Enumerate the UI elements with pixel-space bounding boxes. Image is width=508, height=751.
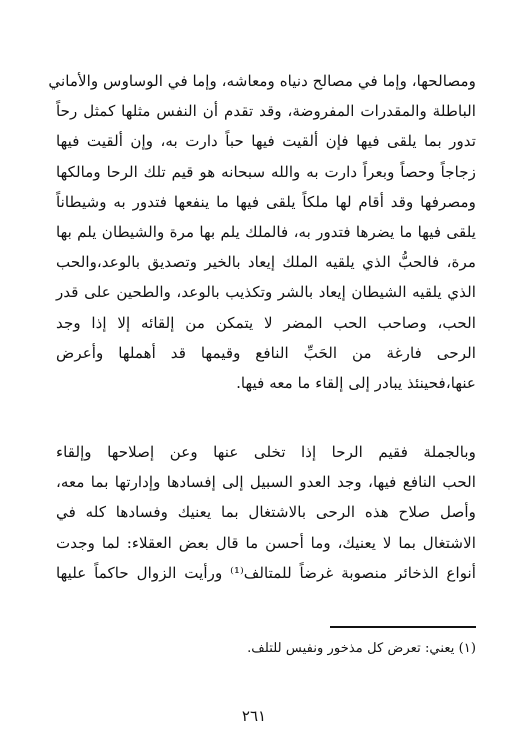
text-line: الذي يلقيه الشيطان إيعاد بالشر وتكذيب بالوعد، والطحين على قدر (56, 283, 476, 302)
text-line: مرة، فالحبُّ الذي يلقيه الملك إيعاد بالخير وتصديق بالوعد،والحب (56, 253, 476, 272)
text-line: الحب، وصاحب الحب المضر لا يتمكن من إلقائه إلا إذا وجد (56, 313, 476, 332)
text-line: ومصالحها، وإما في مصالح دنياه ومعاشه، وإما في الوساوس والأماني (48, 72, 476, 90)
text-line: الحب النافع فيها، وجد العدو السبيل إلى إفسادها وإدارتها بما معه، (56, 473, 476, 492)
footnote: (١) يعني: تعرض كل مذخور ونفيس للتلف. (247, 641, 476, 656)
text-line: ومصرفها وقد أقام لها ملكاً يلقى فيها ما ينفعها فتدور به وشيطاناً (56, 192, 476, 211)
footnote-divider (330, 626, 476, 628)
text-line: أنواع الذخائر منصوبة غرضاً للمتالف⁽¹⁾ ورأيت الزوال حاكماً عليها (56, 563, 476, 582)
text-line: زجاجاً وحصاً وبعراً دارت به والله سبحانه هو قيم تلك الرحا ومالكها (56, 162, 476, 181)
paragraph-1 (48, 66, 476, 398)
text-line: وأصل صلاح هذه الرحى بالاشتغال بما يعنيك وفسادها كله في (56, 503, 476, 522)
paragraph-2 (56, 437, 476, 588)
text-line: وبالجملة فقيم الرحا إذا تخلى عنها وعن إصلاحها وإلقاء (56, 443, 476, 461)
text-line: يلقى فيها ما يضرها فتدور به، فالملك يلم بها مرة والشيطان يلم بها (56, 222, 476, 241)
text-line: الباطلة والمقدرات المفروضة، وقد تقدم أن النفس مثلها كمثل رحاً (56, 102, 476, 121)
page-number: ٢٦١ (241, 707, 267, 725)
text-line: تدور بما يلقى فيها فإن ألقيت فيها حباً دارت به، وإن ألقيت فيها (56, 132, 476, 151)
text-line: عنها،فحينئذ يبادر إلى إلقاء ما معه فيها. (236, 373, 476, 392)
text-line: الرحى فارغة من الحَبِّ النافع وقيمها قد أهملها وأعرض (56, 343, 476, 362)
text-line: الاشتغال بما لا يعنيك، وما أحسن ما قال بعض العقلاء: لما وجدت (56, 533, 476, 552)
